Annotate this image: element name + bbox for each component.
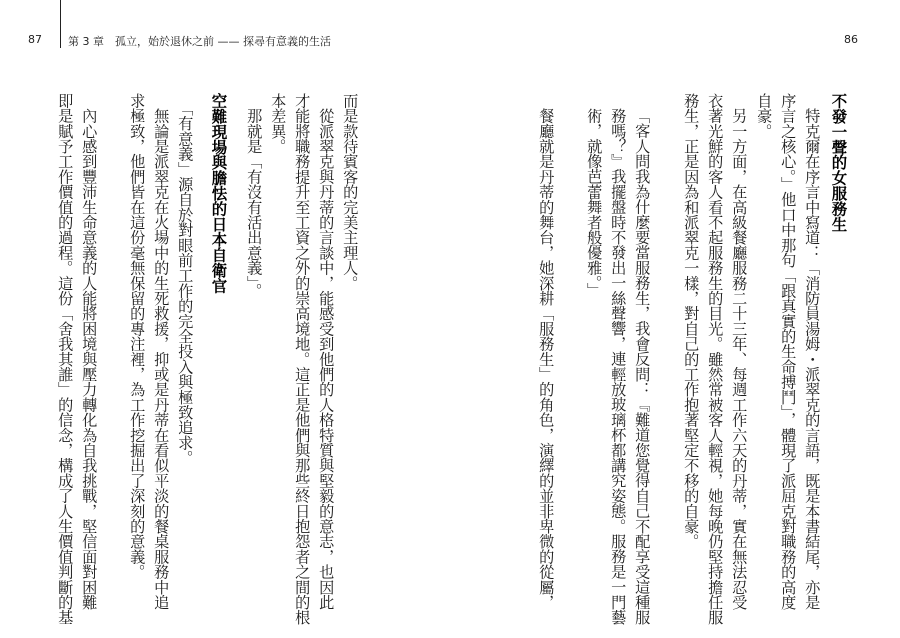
body-line: 「有意義」源自於對眼前工作的完全投入與極致追求。	[176, 93, 195, 466]
section-heading-crash-site: 空難現場與膽怯的日本自衛官	[209, 93, 228, 294]
quote-line: 務嗎？』我擺盤時不發出一絲聲響，連輕放玻璃杯都講究姿態。服務是一門藝	[609, 108, 628, 625]
body-line: 而是款待賓客的完美主理人。	[341, 93, 360, 291]
body-line: 本差異。	[269, 93, 288, 154]
body-line: 才能將職務提升至工資之外的崇高境地。這正是他們與那些終日抱怨者之間的根	[293, 93, 312, 625]
left-page-number: 87	[28, 33, 42, 46]
quote-line: 「客人問我為什麼要當服務生，我會反問：『難道您覺得自己不配享受這種服	[633, 108, 652, 625]
body-line: 從派翠克與丹蒂的言談中，能感受到他們的人格特質與堅毅的意志，也因此	[317, 93, 336, 610]
right-page-number: 86	[844, 33, 858, 46]
body-line: 無論是派翠克在火場中的生死救援，抑或是丹蒂在看似平淡的餐桌服務中追	[152, 93, 171, 610]
header-divider-left	[60, 0, 61, 48]
section-heading-waitress: 不發一聲的女服務生	[829, 93, 848, 232]
quote-line: 術，就像芭蕾舞者般優雅。」	[585, 108, 604, 298]
body-line: 務生，正是因為和派翠克一樣，對自己的工作抱著堅定不移的自豪。	[682, 93, 701, 549]
body-line: 衣著光鮮的客人看不起服務生的目光。雖然常被客人輕視，她每晚仍堅持擔任服	[706, 93, 725, 625]
body-line: 那就是「有沒有活出意義」。	[245, 93, 264, 299]
body-line: 即是賦予工作價值的過程。這份「舍我其誰」的信念，構成了人生價值判斷的基	[56, 93, 75, 625]
body-line: 序言之核心。」他口中那句「跟真實的生命搏鬥」，體現了派屈克對職務的高度	[779, 93, 798, 610]
running-head: 第 3 章 孤立，始於退休之前 —— 探尋有意義的生活	[68, 35, 331, 48]
body-line: 求極致，他們皆在這份毫無保留的專注裡，為工作挖掘出了深刻的意義。	[128, 93, 147, 580]
body-line: 餐廳就是丹蒂的舞台，她深耕「服務生」的角色，演繹的並非卑微的從屬，	[537, 93, 556, 610]
body-line: 內心感到豐沛生命意義的人能將困境與壓力轉化為自我挑戰，堅信面對困難	[80, 93, 99, 610]
body-line: 特克爾在序言中寫道：「消防員湯姆・派翠克的言語，既是本書結尾，亦是	[803, 93, 822, 610]
body-line: 自豪。	[755, 93, 774, 139]
body-line: 另一方面，在高級餐廳服務二十三年、每週工作六天的丹蒂，實在無法忍受	[730, 93, 749, 610]
